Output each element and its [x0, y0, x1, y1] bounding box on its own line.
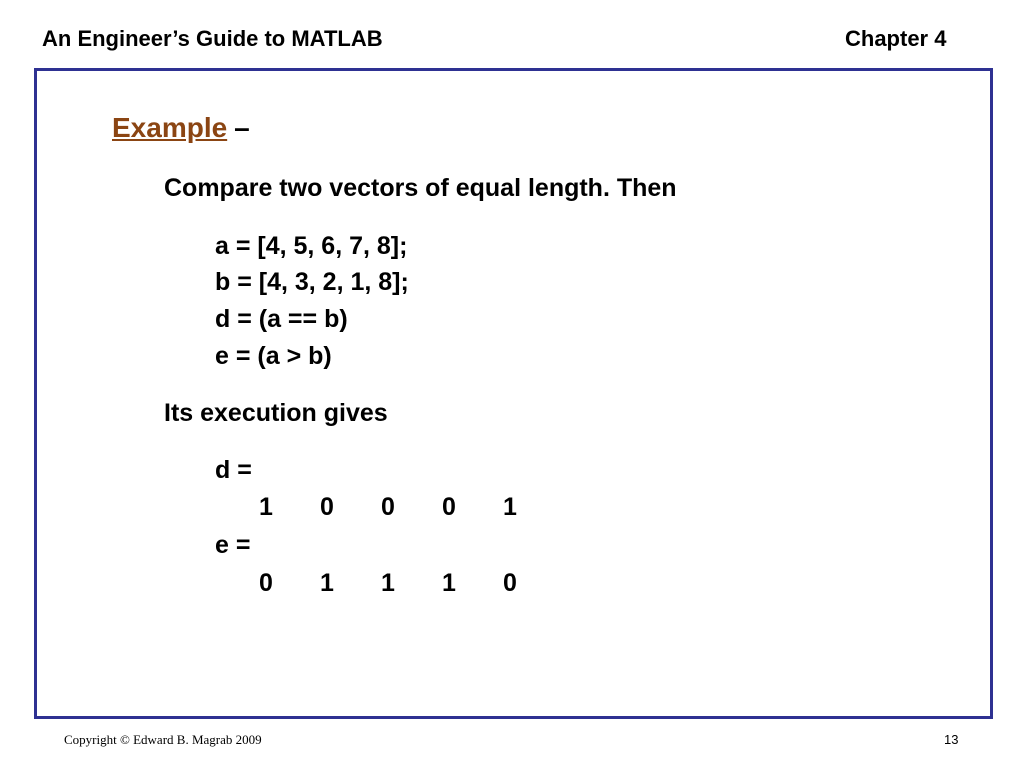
footer-page-number: 13: [944, 732, 959, 747]
output-d-value: 0: [442, 493, 456, 521]
code-line-e: e = (a > b): [215, 342, 332, 370]
header-chapter: Chapter 4: [845, 26, 947, 51]
output-e-value: 1: [442, 569, 456, 597]
output-d-value: 0: [381, 493, 395, 521]
output-e-value: 0: [259, 569, 273, 597]
execution-label: Its execution gives: [164, 399, 388, 427]
output-d-value: 1: [503, 493, 517, 521]
header-title: An Engineer’s Guide to MATLAB: [42, 26, 383, 51]
example-label: Example: [112, 112, 228, 143]
output-e-value: 0: [503, 569, 517, 597]
slide-frame: [34, 68, 993, 719]
code-line-b: b = [4, 3, 2, 1, 8];: [215, 268, 409, 296]
output-d-value: 0: [320, 493, 334, 521]
output-e-label: e =: [215, 531, 251, 559]
output-d-label: d =: [215, 456, 252, 484]
example-dash: –: [234, 112, 250, 143]
code-line-a: a = [4, 5, 6, 7, 8];: [215, 232, 408, 260]
footer-copyright: Copyright © Edward B. Magrab 2009: [64, 732, 262, 747]
output-e-value: 1: [381, 569, 395, 597]
intro-text: Compare two vectors of equal length. Then: [164, 174, 677, 202]
output-d-value: 1: [259, 493, 273, 521]
output-e-value: 1: [320, 569, 334, 597]
example-heading: [112, 113, 250, 144]
code-line-d: d = (a == b): [215, 305, 348, 333]
